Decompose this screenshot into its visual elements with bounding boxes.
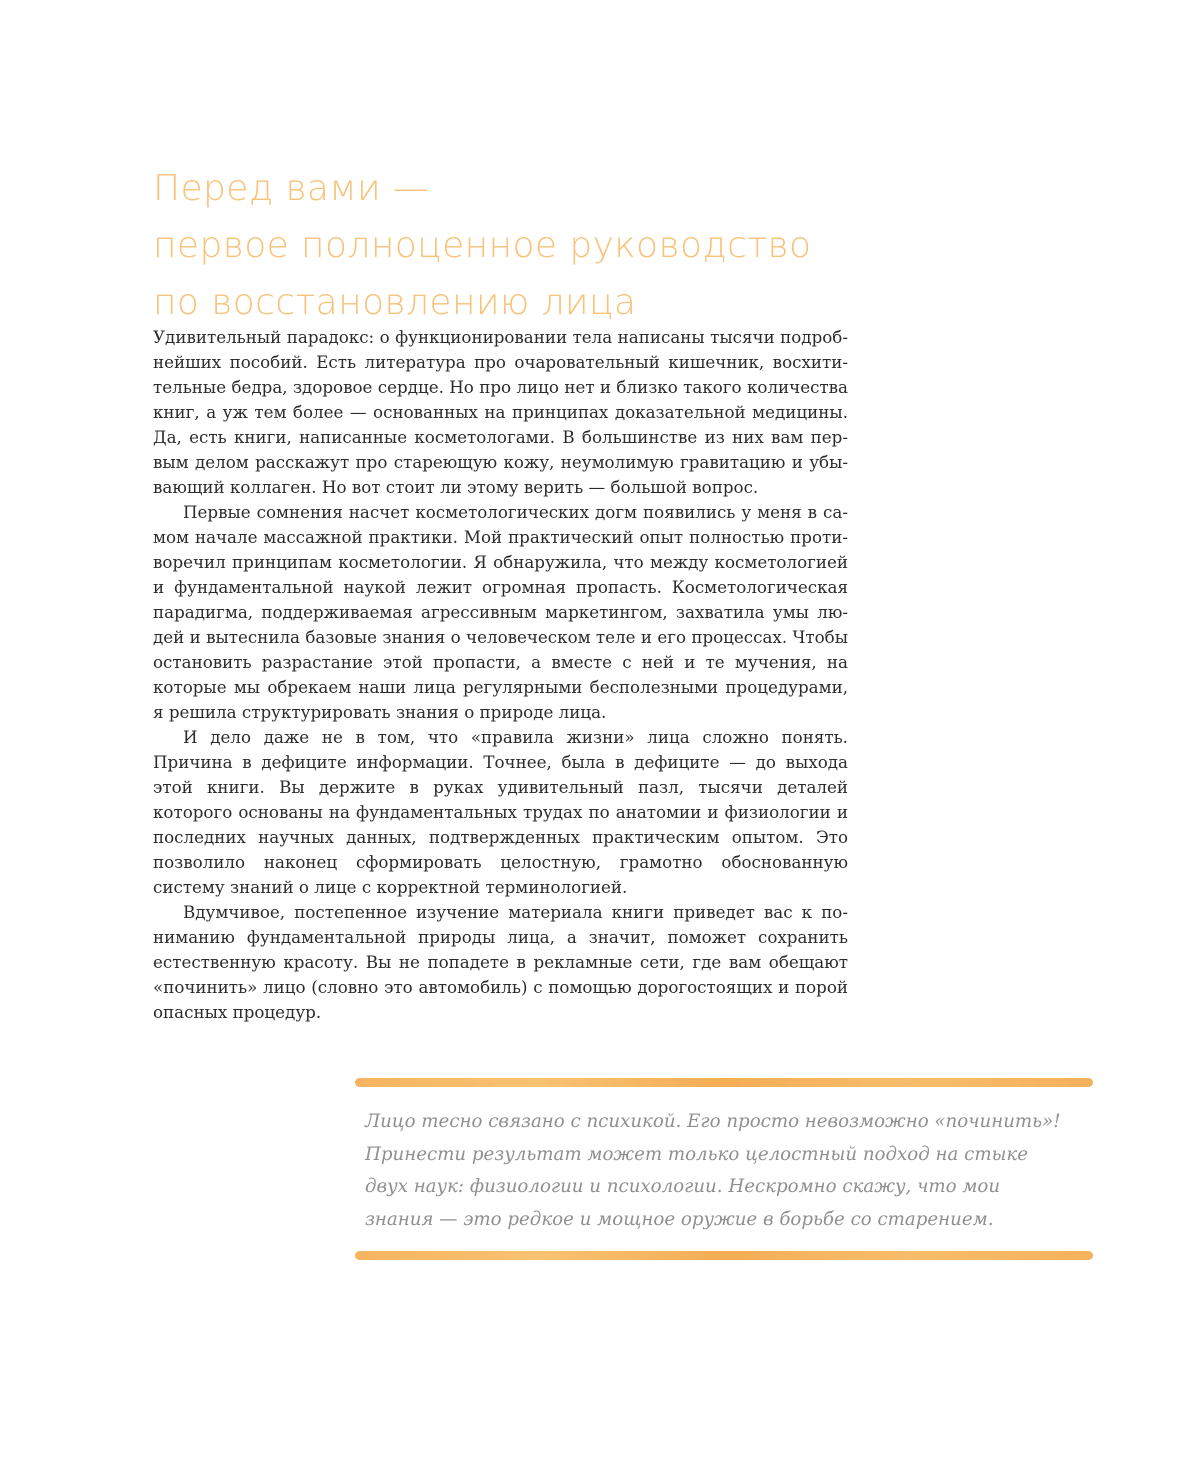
quote-line: знания — это редкое и мощное оружие в борьбе со старением. — [365, 1208, 994, 1230]
quote-line: двух наук: физиологии и психологии. Нескромно скажу, что мои — [365, 1176, 1001, 1197]
quote-top-rule — [355, 1078, 1093, 1087]
paragraph-rules: И дело даже не в том, что «правила жизни» лица сложно понять. Причина в дефиците информации. Точнее, была в дефиците — до выхода этой книги. Вы держите в руках удивительный пазл, тысячи деталей которого основаны на фундаментальных трудах по анатомии и физиологии и последних научных данных, подтвержденных практическим опытом. Это позволило наконец сформировать целостную, грамотно обоснованную систему знаний о лице с корректной терминологией. — [153, 727, 848, 897]
paragraph-doubts: Первые сомнения насчет косметологических догм появились у меня в самом начале массажной практики. Мой практический опыт полностью противоречил принципам косметологии. Я обнаружила, что между косметологией и фундаментальной наукой лежит огромная пропасть. Косметологическая парадигма, поддерживаемая агрессивным маркетингом, захватила умы людей и вытеснила базовые знания о человеческом теле и его процессах. Чтобы остановить разрастание этой пропасти, а вместе с ней и те мучения, на которые мы обрекаем наши лица регулярными бесполезными процедурами, я решила структурировать знания о природе лица. — [153, 502, 848, 722]
quote-line: Принести результат может только целостный подход на стыке — [365, 1143, 1029, 1165]
quote-text — [365, 1106, 1085, 1236]
pull-quote — [355, 1075, 1093, 1265]
heading-line: по восстановлению лица — [153, 282, 637, 323]
quote-bottom-rule — [355, 1251, 1093, 1260]
body-text — [153, 325, 848, 1025]
quote-line: Лицо тесно связано с психикой. Его просто невозможно «починить»! — [365, 1111, 1061, 1132]
paragraph-study: Вдумчивое, постепенное изучение материала книги приведет вас к пониманию фундаментальной природы лица, а значит, поможет сохранить естественную красоту. Вы не попадете в рекламные сети, где вам обещают «починить» лицо (словно это автомобиль) с помощью дорогостоящих и порой опасных процедур. — [153, 902, 848, 1022]
heading-line: Перед вами — — [153, 168, 430, 209]
paragraph-intro: Удивительный парадокс: о функционировании тела написаны тысячи подробнейших пособий. Есть литература про очаровательный кишечник, восхитительные бедра, здоровое сердце. Но про лицо нет и близко такого количества книг, а уж тем более — основанных на принципах доказательной медицины. Да, есть книги, написанные косметологами. В большинстве из них вам первым делом расскажут про стареющую кожу, неумолимую гравитацию и убывающий коллаген. Но вот стоит ли этому верить — большой вопрос. — [153, 327, 848, 497]
page-heading — [153, 160, 913, 331]
heading-line: первое полноценное руководство — [153, 225, 812, 266]
